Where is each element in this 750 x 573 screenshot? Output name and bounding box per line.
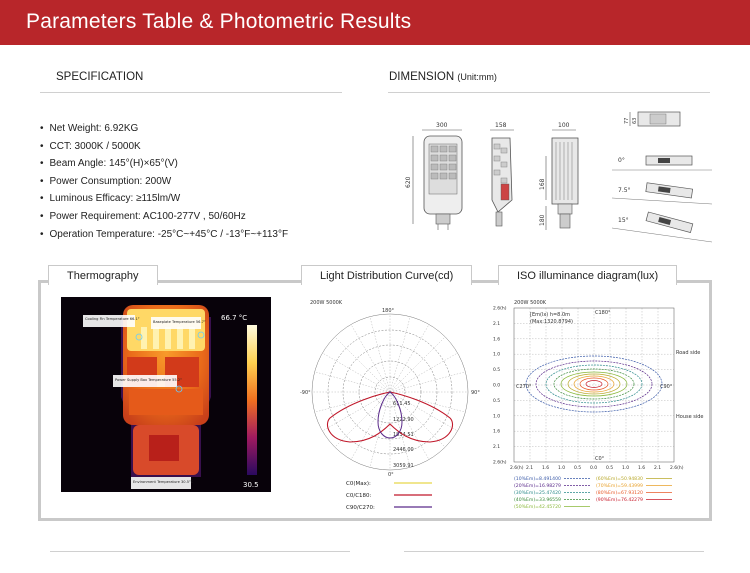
- spec-net-weight: • Net Weight: 6.92KG: [40, 120, 288, 138]
- dimension-divider: [388, 92, 710, 93]
- ldc-spoke: [390, 353, 458, 392]
- iso-model: 200W 5000K: [514, 300, 547, 306]
- thermo-label-cooling-fin: Cooling Fin Temperature 66.1°: [85, 317, 140, 321]
- spec-list: [40, 120, 288, 243]
- iso-y-tick: 1.6: [493, 337, 501, 343]
- iso-x-tick: 0.0: [590, 466, 598, 471]
- iso-y-tick: 0.5: [493, 368, 501, 374]
- iso-house-side: House side: [676, 414, 704, 420]
- spec-operation-temperature: • Operation Temperature: -25°C~+45°C / -13°F~+113°F: [40, 226, 288, 244]
- thermo-label-environment: Environment Temperature 30.5°C: [133, 480, 194, 484]
- angle-15-label: 15°: [618, 217, 629, 224]
- dimension-title-text: DIMENSION: [389, 71, 455, 83]
- page-header: [0, 0, 750, 45]
- iso-x-tick: 2.6(h): [670, 466, 684, 471]
- ldc-spoke: [370, 392, 390, 467]
- ldc-spoke: [390, 324, 429, 392]
- iso-x-tick: 1.6: [638, 466, 646, 471]
- dimension-title: [389, 71, 497, 83]
- dim-300: 300: [436, 122, 448, 129]
- iso-legend-label: (30%Em)=25.47420: [514, 491, 561, 496]
- light-distribution-chart: [290, 292, 490, 517]
- tab-light-distribution: Light Distribution Curve(cd): [301, 265, 472, 285]
- iso-c90: C90°: [660, 384, 673, 390]
- iso-legend-label: (80%Em)=67.93120: [596, 491, 643, 496]
- ldc-spoke: [390, 372, 465, 392]
- dim-100: 100: [558, 122, 570, 129]
- dim-63: 63: [632, 117, 638, 124]
- top-view-drawing: [539, 122, 578, 230]
- ldc-spoke: [390, 337, 445, 392]
- ldc-angle-bottom: 0°: [388, 472, 394, 478]
- dimension-unit: (Unit:mm): [457, 72, 497, 82]
- spec-luminous-efficacy: • Luminous Efficacy: ≥115lm/W: [40, 190, 288, 208]
- ldc-ring-3: 1834.51: [393, 432, 414, 438]
- ldc-ring-2: 1222.90: [393, 417, 414, 423]
- iso-y-tick: 0.0: [493, 383, 501, 389]
- ldc-spoke: [351, 324, 390, 392]
- iso-x-tick: 0.5: [574, 466, 582, 471]
- ldc-ring-4: 2446.00: [393, 447, 414, 453]
- ldc-legend-c90c270: C90/C270:: [346, 505, 375, 511]
- iso-y-tick: 1.0: [493, 352, 501, 358]
- tab-iso-illuminance: ISO illuminance diagram(lux): [498, 265, 677, 285]
- iso-road-side: Road side: [676, 350, 701, 356]
- thermography-image: [61, 297, 271, 492]
- dim-158: 158: [495, 122, 507, 129]
- bottom-divider-right: [404, 551, 704, 552]
- iso-annot-max: (Max:1320.8794): [530, 319, 573, 325]
- iso-legend-label: (50%Em)=42.45720: [514, 505, 561, 510]
- thermo-max-temp: 66.7 °C: [221, 314, 248, 322]
- spec-cct: • CCT: 3000K / 5000K: [40, 138, 288, 156]
- ldc-ring-1: 611.45: [393, 401, 411, 407]
- iso-y-tick: 1.0: [493, 414, 501, 420]
- iso-x-tick: 1.0: [558, 466, 566, 471]
- iso-illuminance-chart: [492, 292, 706, 518]
- iso-annot-em: [Em(lx) h=8.0m: [530, 312, 570, 318]
- dim-620: 620: [405, 176, 412, 188]
- ldc-spoke: [322, 392, 390, 431]
- iso-x-tick: 0.5: [606, 466, 614, 471]
- iso-y-tick: 2.6(h): [493, 460, 507, 466]
- iso-x-tick: 2.1: [526, 466, 534, 471]
- iso-legend-label: (10%Em)=8.491400: [514, 477, 561, 482]
- iso-y-tick: 0.5: [493, 398, 501, 404]
- iso-c270: C270°: [516, 384, 532, 390]
- thermo-label-power-supply: Power Supply Box Temperature 55.2°: [115, 378, 182, 382]
- ldc-legend-c0max: C0(Max):: [346, 481, 371, 487]
- ldc-angle-left: -90°: [300, 390, 311, 396]
- dim-180: 180: [539, 214, 546, 226]
- ldc-spoke: [335, 337, 390, 392]
- iso-y-tick: 2.1: [493, 321, 501, 327]
- mount-angle-drawings: [612, 112, 712, 242]
- iso-c0: C0°: [595, 456, 605, 462]
- ldc-angle-top: 180°: [382, 308, 395, 314]
- angle-7-5-label: 7.5°: [618, 187, 631, 194]
- iso-x-tick: 1.0: [622, 466, 630, 471]
- ldc-legend-c0c180: C0/C180:: [346, 493, 372, 499]
- specification-title: SPECIFICATION: [56, 71, 144, 83]
- ldc-ring-5: 3059.91: [393, 463, 414, 469]
- spec-power-consumption: • Power Consumption: 200W: [40, 173, 288, 191]
- spec-beam-angle: • Beam Angle: 145°(H)×65°(V): [40, 155, 288, 173]
- ldc-spoke: [322, 353, 390, 392]
- iso-legend-label: (90%Em)=76.42279: [596, 498, 643, 503]
- iso-y-tick: 2.1: [493, 445, 501, 451]
- iso-legend-label: (20%Em)=16.98279: [514, 484, 561, 489]
- thermo-label-baseplate: Baseplate Temperature 56.7°: [153, 320, 206, 324]
- iso-c180: C180°: [595, 310, 611, 316]
- page-title: Parameters Table & Photometric Results: [26, 10, 412, 33]
- iso-legend-label: (40%Em)=33.96559: [514, 498, 561, 503]
- iso-x-tick: 2.1: [654, 466, 662, 471]
- ldc-angle-right: 90°: [471, 390, 480, 396]
- thermo-min-temp: 30.5: [243, 481, 259, 489]
- iso-y-tick: 2.6(h): [493, 306, 507, 312]
- dim-77: 77: [624, 117, 630, 124]
- bottom-divider-left: [50, 551, 350, 552]
- angle-0-label: 0°: [618, 157, 625, 164]
- ldc-spoke: [390, 392, 458, 431]
- side-view-drawing: [490, 122, 514, 226]
- ldc-model: 200W 5000K: [310, 300, 343, 306]
- dimension-drawings: [380, 100, 720, 260]
- ldc-spoke: [370, 317, 390, 392]
- iso-legend-label: (70%Em)=59.43999: [596, 484, 643, 489]
- front-view-drawing: [405, 122, 462, 230]
- tab-thermography: Thermography: [48, 265, 158, 285]
- dim-168: 168: [539, 178, 546, 190]
- iso-x-tick: 2.6(h): [510, 466, 524, 471]
- iso-legend-label: (60%Em)=50.94830: [596, 477, 643, 482]
- specification-divider: [40, 92, 342, 93]
- spec-power-requirement: • Power Requirement: AC100-277V , 50/60Hz: [40, 208, 288, 226]
- iso-x-tick: 1.6: [542, 466, 550, 471]
- iso-y-tick: 1.6: [493, 429, 501, 435]
